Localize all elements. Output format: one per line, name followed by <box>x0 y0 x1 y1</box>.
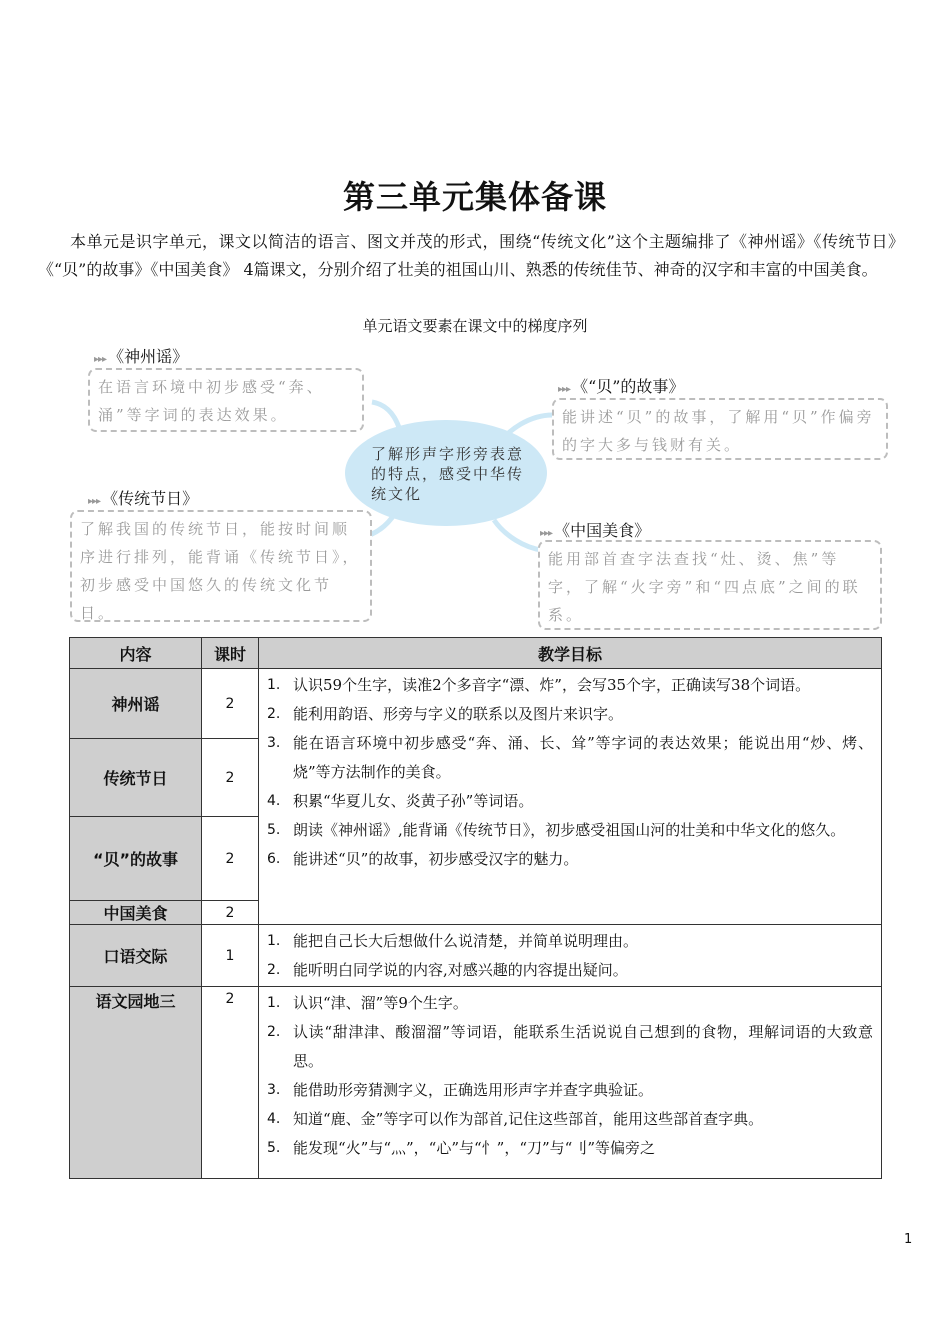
oral-goals-cell <box>259 925 882 987</box>
row-content: 语文园地三 <box>70 987 202 1179</box>
intro-paragraph: 本单元是识字单元，课文以简洁的语言、图文并茂的形式，围绕“传统文化”这个主题编排了《神州谣》《传统节日》《“贝”的故事》《中国美食》 4篇课文，分别介绍了壮美的祖国山川、熟悉的传统佳节、神奇的汉字和丰富的中国美食。 <box>38 232 904 279</box>
page-title: 第三单元集体备课 <box>342 178 607 216</box>
row-content: 中国美食 <box>70 901 202 925</box>
goal-list <box>263 927 873 985</box>
garden-goals-cell <box>259 987 882 1179</box>
row-hours: 2 <box>202 739 259 817</box>
triple-arrow-icon: ▸▸▸ <box>94 354 107 365</box>
row-content: 神州谣 <box>70 669 202 739</box>
mindmap-caption: 单元语文要素在课文中的梯度序列 <box>362 317 588 335</box>
goal-item: 5. 能发现“火”与“灬”，“心”与“忄”，“刀”与“刂”等偏旁之 <box>267 1139 656 1157</box>
node-box-jieri: 了解我国的传统节日，能按时间顺序进行排列，能背诵《传统节日》，初步感受中国悠久的传统文化节日。 <box>70 510 372 622</box>
goal-item: 2. 能利用韵语、形旁与字义的联系以及图片来识字。 <box>267 705 624 723</box>
node-box-shenzhouyao: 在语言环境中初步感受“奔、涌”等字词的表达效果。 <box>88 368 364 432</box>
goal-item: 2. 能听明白同学说的内容,对感兴趣的内容提出疑问。 <box>267 961 628 979</box>
row-content: 传统节日 <box>70 739 202 817</box>
goal-item: 3. 能借助形旁猜测字义，正确选用形声字并查字典验证。 <box>267 1081 654 1099</box>
row-hours: 2 <box>202 817 259 901</box>
mindmap <box>0 338 950 638</box>
goal-list <box>263 671 873 874</box>
goal-item: 4. 知道“鹿、金”等字可以作为部首,记住这些部首，能用这些部首查字典。 <box>267 1110 764 1128</box>
mindmap-center: 了解形声字形旁表意的特点，感受中华传统文化 <box>345 420 547 526</box>
row-hours: 2 <box>202 901 259 925</box>
page-number: 1 <box>904 1232 913 1247</box>
teaching-goals-table <box>69 637 882 1179</box>
group-goals-cell <box>259 669 882 925</box>
triple-arrow-icon: ▸▸▸ <box>88 496 101 507</box>
header-hours: 课时 <box>202 638 259 669</box>
table-row <box>70 987 882 1179</box>
node-box-bei: 能讲述“贝”的故事，了解用“贝”作偏旁的字大多与钱财有关。 <box>552 398 888 460</box>
goal-item: 5. 朗读《神州谣》,能背诵《传统节日》，初步感受祖国山河的壮美和中华文化的悠久。 <box>267 821 846 839</box>
row-hours: 2 <box>202 987 259 1179</box>
node-title-bei: ▸▸▸ 《“贝”的故事》 <box>558 377 685 396</box>
row-content: 口语交际 <box>70 925 202 987</box>
node-box-meishi: 能用部首查字法查找“灶、烫、焦”等字，了解“火字旁”和“四点底”之间的联系。 <box>538 540 882 630</box>
header-goals: 教学目标 <box>259 638 882 669</box>
connector-meishi <box>494 520 542 550</box>
table-row <box>70 669 882 739</box>
goal-item: 6. 能讲述“贝”的故事，初步感受汉字的魅力。 <box>267 850 579 868</box>
row-hours: 1 <box>202 925 259 987</box>
goal-item: 1. 能把自己长大后想做什么说清楚，并简单说明理由。 <box>267 932 639 950</box>
row-content: “贝”的故事 <box>70 817 202 901</box>
row-hours: 2 <box>202 669 259 739</box>
table-header-row <box>70 638 882 669</box>
triple-arrow-icon: ▸▸▸ <box>540 528 553 539</box>
triple-arrow-icon: ▸▸▸ <box>558 384 571 395</box>
table-row <box>70 925 882 987</box>
goal-list <box>263 989 873 1163</box>
node-title-meishi: ▸▸▸ 《中国美食》 <box>540 521 651 540</box>
header-content: 内容 <box>70 638 202 669</box>
goal-item: 4. 积累“华夏儿女、炎黄子孙”等词语。 <box>267 792 534 810</box>
node-title-jieri: ▸▸▸ 《传统节日》 <box>88 489 199 508</box>
goal-item: 3. 能在语言环境中初步感受“奔、涌、长、耸”等字词的表达效果；能说出用“炒、烤、烧”等方法制作的美食。 <box>267 734 873 781</box>
goal-item: 1. 认识“津、溜”等9个生字。 <box>267 994 468 1012</box>
node-title-shenzhouyao: ▸▸▸ 《神州谣》 <box>94 347 189 366</box>
goal-item: 2. 认读“甜津津、酸溜溜”等词语，能联系生活说说自己想到的食物，理解词语的大致意思。 <box>267 1023 873 1070</box>
goal-item: 1. 认识59个生字，读准2个多音字“漂、炸”，会写35个字，正确读写38个词语。 <box>267 676 811 694</box>
